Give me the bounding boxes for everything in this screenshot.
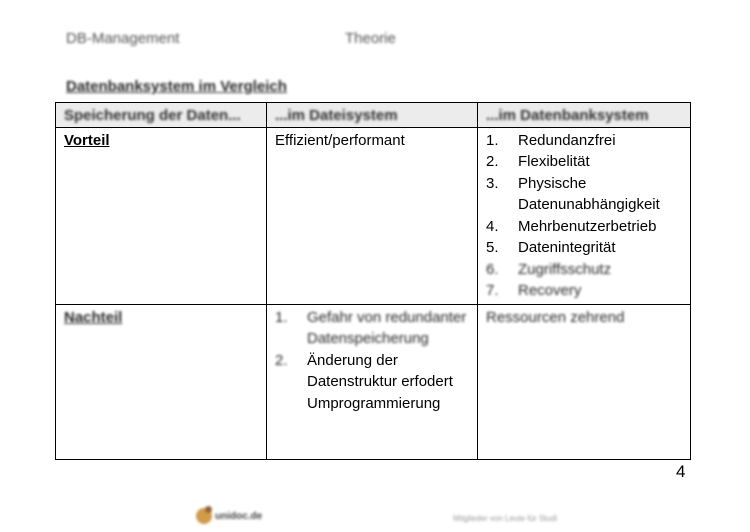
header-cell-filesystem: ...im Dateisystem (267, 103, 478, 128)
footer-note: Mitglieder von Leute für Studi (453, 514, 558, 523)
nachteil-datenbanksystem-text: Ressourcen zehrend (486, 308, 625, 326)
cell-nachteil-dateisystem (267, 304, 478, 459)
list-item: 4. Mehrbenutzerbetrieb (486, 217, 657, 235)
header-cell-database: ...im Datenbanksystem (478, 103, 691, 128)
list-item: 7. Recovery (486, 282, 582, 299)
list-item: 2. Flexibelität (486, 153, 590, 170)
footer-logo (196, 508, 262, 524)
row-label-vorteil: Vorteil (64, 131, 110, 149)
table-row-vorteil (56, 127, 691, 304)
vorteil-dateisystem-text: Effizient/performant (275, 131, 405, 149)
list-item: 6. Zugriffsschutz (486, 260, 612, 278)
list-item: 2. Änderung der Datenstruktur erfodert Umprogrammierung (275, 351, 453, 412)
cell-nachteil-datenbanksystem (478, 304, 691, 459)
header-left: DB-Management (66, 30, 180, 47)
table-row-nachteil (56, 304, 691, 459)
row-label-cell (56, 304, 267, 459)
cell-vorteil-datenbanksystem (478, 127, 691, 304)
page-number: 4 (676, 462, 686, 481)
list-item: 5. Datenintegrität (486, 239, 616, 256)
header-right: Theorie (345, 30, 396, 47)
comparison-table (55, 102, 691, 460)
table-header-row (56, 103, 691, 128)
vorteil-list (486, 130, 682, 302)
nachteil-list (275, 307, 469, 415)
row-label-cell (56, 127, 267, 304)
section-title: Datenbanksystem im Vergleich (66, 78, 287, 95)
list-item: 3. Physische Datenunabhängigkeit (486, 174, 660, 213)
cell-vorteil-dateisystem (267, 127, 478, 304)
list-item: 1. Gefahr von redundanter Datenspeicherung (275, 308, 467, 347)
logo-text: unidoc.de (215, 510, 263, 522)
header-cell-storage: Speicherung der Daten... (56, 103, 267, 128)
logo-icon (196, 508, 212, 524)
row-label-nachteil: Nachteil (64, 308, 123, 326)
list-item: 1. Redundanzfrei (486, 131, 616, 149)
